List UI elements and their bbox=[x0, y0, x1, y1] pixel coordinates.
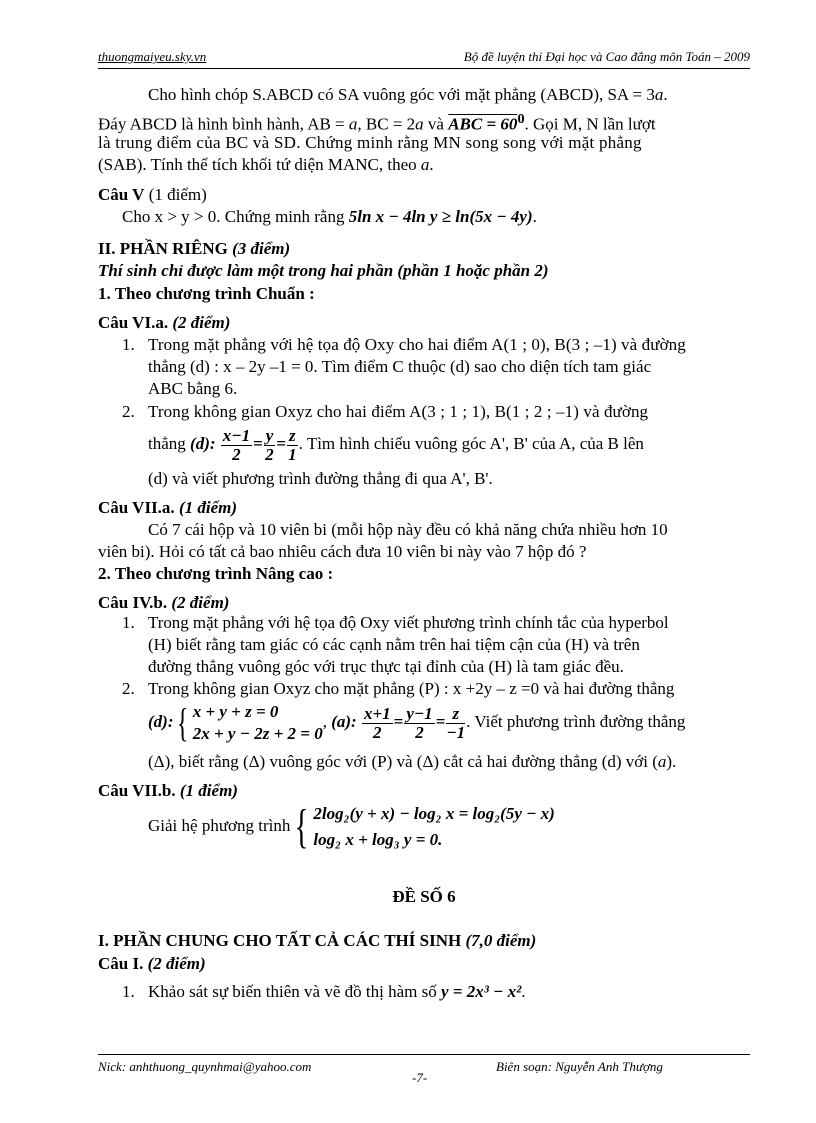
q6a-item2-line1: Trong không gian Oxyz cho hai điểm A(3 ; 1 ; 1), B(1 ; 2 ; –1) và đường bbox=[148, 402, 649, 421]
q6a-item1-line2: thẳng (d) : x – 2y –1 = 0. Tìm điểm C thuộc (d) sao cho diện tích tam giác bbox=[148, 357, 652, 376]
q4b-item1-num: 1. bbox=[122, 613, 135, 632]
q6a-item2-line2: thẳng (d): $\frac{x-1}{2}$ = $\frac{y}{2}$ = $\frac{z}{1}$ . Tìm hình chiếu vuông góc A', B' của A, của B lên bbox=[148, 425, 644, 464]
footer-author: Biên soạn: Nguyễn Anh Thượng bbox=[496, 1059, 663, 1074]
q4b-item1-line3: đường thẳng vuông góc với trục thực tại đỉnh của (H) là tam giác đều. bbox=[148, 657, 624, 676]
footer-rule bbox=[98, 1054, 750, 1055]
q6a-item1-line1: Trong mặt phẳng với hệ tọa độ Oxy cho hai điểm A(1 ; 0), B(3 ; –1) và đường bbox=[148, 335, 686, 354]
fraction: $\frac{z}{-1}$ bbox=[446, 703, 466, 742]
fraction: $\frac{z}{1}$ bbox=[288, 425, 297, 464]
q6a-item1-num: 1. bbox=[122, 335, 135, 354]
footer-page-number: -7- bbox=[412, 1070, 428, 1085]
q5-text: Cho x > y > 0. Chứng minh rằng 5ln x − 4ln y ≥ ln(5x − 4y). bbox=[122, 207, 537, 226]
q4b-item2-line3: (Δ), biết rằng (Δ) vuông góc với (P) và (Δ) cắt cả hai đường thẳng (d) với (a). bbox=[148, 752, 677, 771]
system-d: x + y + z = 0 2x + y − 2z + 2 = 0 bbox=[192, 702, 323, 744]
fraction: $\frac{x+1}{2}$ bbox=[363, 703, 391, 742]
header-title: Bộ đề luyện thi Đại học và Cao đẳng môn Toán – 2009 bbox=[463, 49, 750, 64]
q6a-item2-num: 2. bbox=[122, 402, 135, 421]
q7b-title: Câu VII.b. (1 điểm) bbox=[98, 781, 238, 800]
q1-item1: Khảo sát sự biến thiên và vẽ đồ thị hàm số y = 2x³ − x². bbox=[148, 982, 526, 1001]
q7a-title: Câu VII.a. (1 điểm) bbox=[98, 498, 238, 517]
q4b-title: Câu IV.b. (2 điểm) bbox=[98, 593, 230, 612]
fraction: $\frac{y-1}{2}$ bbox=[406, 703, 433, 742]
part2-title: II. PHẦN RIÊNG (3 điểm) bbox=[98, 239, 291, 258]
q4b-item1-line1: Trong mặt phẳng với hệ tọa độ Oxy viết phương trình chính tắc của hyperbol bbox=[148, 613, 669, 632]
q4-line2: Đáy ABCD là hình bình hành, AB = a, BC = 2a và ABC = $60^0$. Gọi M, N lần lượt bbox=[98, 111, 656, 134]
q4-line3: là trung điểm của BC và SD. Chứng minh rằng MN song song với mặt phẳng bbox=[98, 133, 642, 152]
fraction: $\frac{y}{2}$ bbox=[265, 425, 274, 464]
q4-line4: (SAB). Tính thể tích khối tứ diện MANC, theo a. bbox=[98, 155, 434, 174]
q4b-item2-num: 2. bbox=[122, 679, 135, 698]
part2-program1: 1. Theo chương trình Chuẩn : bbox=[98, 284, 315, 303]
header-site[interactable]: thuongmaiyeu.sky.vn bbox=[98, 49, 207, 64]
fraction: $\frac{x-1}{2}$ bbox=[222, 425, 251, 464]
q6a-item1-line3: ABC bằng 6. bbox=[148, 379, 238, 398]
system-log: 2log₂(y + x) − log₂ x = log₂(5y − x) log₂ x + log₃ y = 0. bbox=[313, 804, 555, 850]
q4b-item2-line1: Trong không gian Oxyz cho mặt phẳng (P) : x +2y – z =0 và hai đường thẳng bbox=[148, 679, 675, 698]
part2-program2: 2. Theo chương trình Nâng cao : bbox=[98, 564, 334, 583]
q4-line1: Cho hình chóp S.ABCD có SA vuông góc với mặt phẳng (ABCD), SA = 3a. bbox=[148, 85, 668, 104]
part1-title: I. PHẦN CHUNG CHO TẤT CẢ CÁC THÍ SINH (7,0 điểm) bbox=[98, 931, 537, 950]
q1-item1-num: 1. bbox=[122, 982, 135, 1001]
q6a-title: Câu VI.a. (2 điểm) bbox=[98, 313, 231, 332]
q1-title: Câu I. (2 điểm) bbox=[98, 954, 206, 973]
exam-title: ĐỀ SỐ 6 bbox=[392, 887, 456, 906]
q7a-line2: viên bi). Hỏi có tất cả bao nhiêu cách đưa 10 viên bi này vào 7 hộp đó ? bbox=[98, 542, 587, 561]
q6a-item2-line3: (d) và viết phương trình đường thẳng đi qua A', B'. bbox=[148, 469, 493, 488]
q4b-item2-line2: (d):{ x + y + z = 0 2x + y − 2z + 2 = 0 , (a): $\frac{x+1}{2}$ = $\frac{y-1}{2}$ = $\frac{z}{-1}$ . Viết phương trình đường thẳng bbox=[148, 700, 686, 746]
q7a-line1: Có 7 cái hộp và 10 viên bi (mỗi hộp này đều có khả năng chứa nhiều hơn 10 bbox=[148, 520, 668, 539]
header-rule bbox=[98, 68, 750, 69]
q5-title: Câu V (1 điểm) bbox=[98, 185, 207, 204]
part2-note: Thí sinh chỉ được làm một trong hai phần (phần 1 hoặc phần 2) bbox=[98, 261, 549, 280]
q4b-item1-line2: (H) biết rằng tam giác có các cạnh nằm trên hai tiệm cận của (H) và trên bbox=[148, 635, 640, 654]
q7b-system: Giải hệ phương trình{ 2log₂(y + x) − log₂ x = log₂(5y − x) log₂ x + log₃ y = 0. bbox=[148, 800, 555, 854]
footer-nick[interactable]: Nick: anhthuong_quynhmai@yahoo.com bbox=[98, 1059, 312, 1074]
